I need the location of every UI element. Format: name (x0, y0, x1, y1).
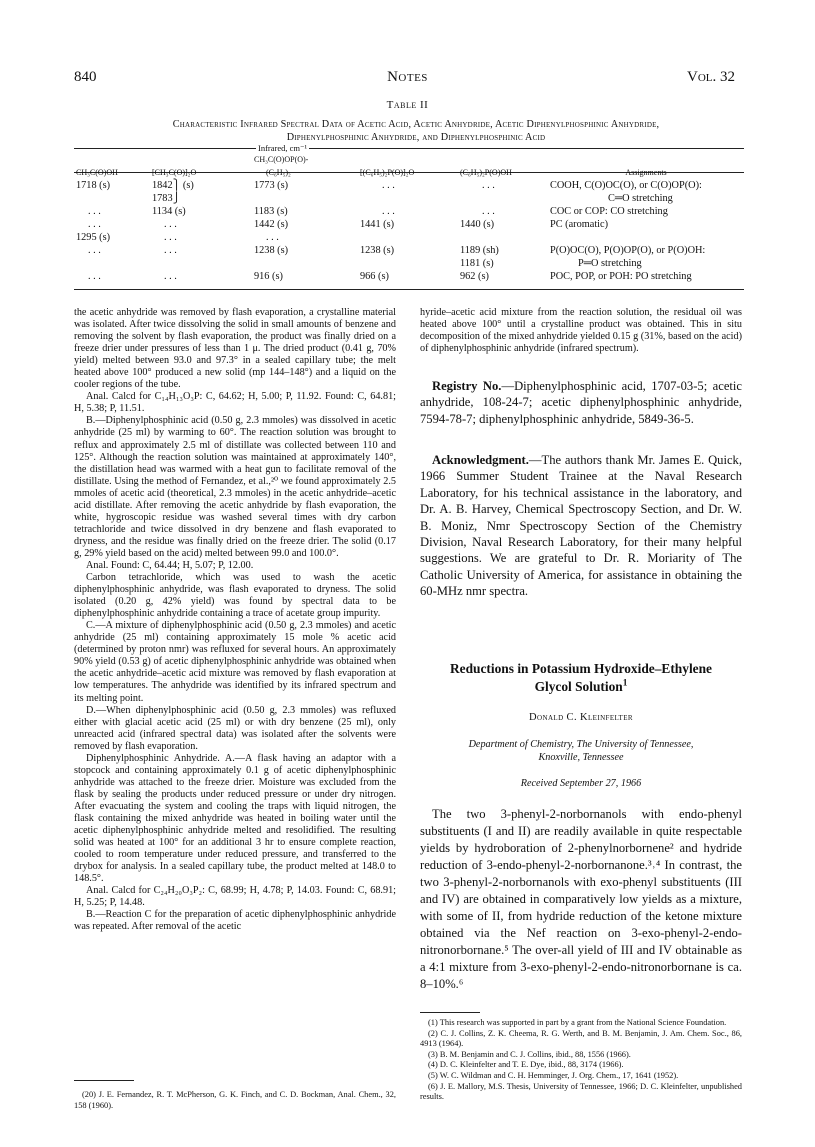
footnote: (20) J. E. Fernandez, R. T. McPherson, G. K. Finch, and C. D. Bockman, Anal. Chem., 32, 158 (1960). (74, 1090, 396, 1110)
footnote: (3) B. M. Benjamin and C. J. Collins, ibid., 88, 1556 (1966). (428, 1049, 631, 1059)
table-cell: . . . (88, 245, 101, 256)
table-head-row (74, 153, 744, 166)
table-cell: . . . (382, 206, 395, 217)
received-date: Received September 27, 1966 (520, 778, 642, 789)
table-top-rule (74, 148, 744, 149)
col-head-4: [(C₆H₅)₂P(O)]₂O (360, 168, 415, 177)
table-cell: 962 (s) (460, 271, 489, 282)
paragraph: Carbon tetrachloride, which was used to wash the acetic diphenylphosphinic anhydride, was flash evaporated to dryness. The solid isolated (0.20 g, 42% yield) was found by spectral data to be diphenylphosphinic anhydride containing a trace of acetate group impurity. (74, 572, 396, 620)
table-cell: 1441 (s) (360, 219, 395, 230)
table-cell: 1440 (s) (460, 219, 495, 230)
footnote-rule (420, 1012, 480, 1013)
table-cell (458, 192, 548, 205)
table-row (74, 218, 744, 231)
table-cell: . . . (482, 180, 495, 191)
table-cell (252, 192, 358, 205)
table-caption-line2: Diphenylphosphinic Anhydride, and Diphenylphosphinic Acid (286, 132, 546, 143)
ack-heading: Acknowledgment. (432, 453, 529, 467)
table-spanner: Infrared, cm⁻¹ (258, 143, 308, 153)
table-cell: 1189 (sh) (460, 245, 499, 256)
footnote-rule (74, 1080, 134, 1081)
table-cell (358, 257, 458, 270)
acknowledgment-block (420, 452, 742, 600)
table-cell: . . . (164, 245, 177, 256)
right-column (420, 307, 742, 355)
table-row (74, 257, 744, 270)
paragraph: Anal. Calcd for C₂₄H₂₀O₃P₂: C, 68.99; H, 4.78; P, 14.03. Found: C, 68.91; H, 5.25; P, 14.48. (74, 885, 396, 909)
table-cell: 1295 (s) (76, 232, 111, 243)
paragraph: B.—Reaction C for the preparation of acetic diphenylphosphinic anhydride was repeated. After removal of the acetic (74, 909, 396, 933)
table-cell: 916 (s) (254, 271, 283, 282)
table-cell: 1442 (s) (254, 219, 289, 230)
table-cell: COC or COP: CO stretching (550, 206, 668, 217)
table-cell (252, 257, 358, 270)
page-number: 840 (74, 69, 97, 85)
table-cell: COOH, C(O)OC(O), or C(O)OP(O): (550, 180, 702, 191)
col-head-6: Assignments (625, 168, 667, 177)
paragraph: The two 3-phenyl-2-norbornanols with endo-phenyl substituents (I and II) are readily available in quite respectable yields by hydroboration of 2-phenylnorbornene² and hydride reduction of 3-endo-phenyl-2-norbornanone.³˒⁴ In contrast, the two 3-phenyl-2-norbornanols with exo-phenyl substituents (III and IV) are obtained in comparatively low yields as a mixture, with some of II, from hydride reduction of the ketone mixture obtained via the Nef reaction on 3-exo-phenyl-2-endo-nitronorbornane.⁵ The over-all yield of III and IV obtainable as a 4:1 mixture from 3-exo-phenyl-2-endo-nitronorbornane is ca. 8–10%.⁶ (420, 807, 742, 991)
table-cell: . . . (88, 219, 101, 230)
article-title (420, 660, 742, 696)
author: Donald C. Kleinfelter (529, 712, 633, 723)
table-cell (358, 231, 458, 244)
paragraph: the acetic anhydride was removed by flash evaporation, a crystalline material was isolated. After twice dissolving the solid in small amounts of benzene and removing the solvent by flash evaporation, the product was finally dried on a freeze drier under pressures of less than 1 μ. The dried product (0.41 g, 70% yield) melted between 93.0 and 97.3° in a sealed capillary tube; the melt heated above 100° produced a new solid (mp 144–148°) and a liquid on the cooler regions of the tube. (74, 307, 396, 391)
table-row (74, 244, 744, 257)
table-cell: . . . (482, 206, 495, 217)
volume-label: Vol. 32 (687, 69, 735, 85)
table-cell (74, 257, 150, 270)
table-head-row (74, 166, 744, 179)
table-row (74, 231, 744, 244)
ir-table (74, 153, 744, 283)
table-cell: . . . (164, 219, 177, 230)
article-title-line1: Reductions in Potassium Hydroxide–Ethylene (449, 661, 712, 676)
table-cell: 1183 (s) (254, 206, 288, 217)
paragraph: Anal. Found: C, 64.44; H, 5.07; P, 12.00. (86, 559, 254, 571)
table-cell: 1134 (s) (152, 206, 186, 217)
table-cell: 1238 (s) (254, 245, 289, 256)
paragraph: D.—When diphenylphosphinic acid (0.50 g, 2.3 mmoles) was refluxed either with glacial acetic acid (25 ml) or with dry benzene (25 ml), only unreacted acid (infrared spectral data) was isolated after the solvents were removed by flash evaporation. (74, 704, 396, 752)
affiliation (420, 738, 742, 764)
footnote: (1) This research was supported in part by a grant from the National Science Foundation. (428, 1018, 727, 1027)
table-cell: . . . (382, 180, 395, 191)
affiliation-line1: Department of Chemistry, The University of Tennessee, (468, 739, 694, 750)
col-head-1: CH₃C(O)OH (76, 168, 118, 177)
paragraph: Anal. Calcd for C₁₄H₁₃O₃P: C, 64.62; H, 5.00; P, 11.92. Found: C, 64.81; H, 5.38; P, 11.51. (74, 391, 396, 415)
col-head-3b: (C₆H₅)₂ (266, 168, 291, 177)
table-caption (96, 118, 736, 144)
registry-block (420, 378, 742, 427)
table-row (74, 179, 744, 192)
col-head-2: [CH₃C(O)]₂O (152, 168, 197, 177)
footnote: (6) J. E. Mallory, M.S. Thesis, University of Tennessee, 1966; D. C. Kleinfelter, unpublished results. (420, 1081, 742, 1102)
table-cell: P═O stretching (578, 258, 642, 269)
table-row (74, 192, 744, 205)
paragraph: Diphenylphosphinic Anhydride. A.—A flask having an adaptor with a stopcock and containing approximately 0.1 g of acetic diphenylphosphinic anhydride was attached to the freeze drier. Moisture was excluded from the flask by sealing the products under reduced pressure or under dry nitrogen. After evacuating the system and cooling the traps with liquid nitrogen, the flask containing the mixed anhydride was heated in boiling water until the acetic diphenylphosphinic anhydride melted and resolidified. The resulting solid was heated at 100° for an additional 3 hr to ensure complete reaction, cooled to room temperature under reduced pressure, and transferred to the drybox for analysis. In a sealed capillary tube, the product melted at 148.0 to 148.5°. (74, 752, 396, 885)
registry-text: —Diphenylphosphinic acid, 1707-03-5; acetic anhydride, 108-24-7; acetic diphenylphosphinic anhydride, 7594-78-7; diphenylphosphinic anhydride, 5849-36-5. (420, 379, 743, 426)
table-cell: . . . (266, 232, 279, 243)
left-column (74, 307, 396, 933)
table-cell: . . . (88, 271, 101, 282)
right-footnotes (420, 1018, 742, 1103)
table-cell: . . . (164, 271, 177, 282)
article-body (420, 806, 742, 993)
table-label: Table II (386, 99, 429, 111)
table-cell (74, 192, 150, 205)
table-cell (358, 192, 458, 205)
table-cell: 1718 (s) (76, 180, 111, 191)
footnote: (2) C. J. Collins, Z. K. Cheema, R. G. Werth, and B. M. Benjamin, J. Am. Chem. Soc., 86, 4913 (1964). (420, 1028, 742, 1049)
footnote: (4) D. C. Kleinfelter and T. E. Dye, ibid., 88, 3174 (1966). (428, 1060, 624, 1070)
footnote: (5) W. C. Wildman and C. H. Hemminger, J. Org. Chem., 17, 1641 (1952). (428, 1070, 679, 1080)
left-footnotes (74, 1090, 396, 1111)
table-cell: PC (aromatic) (550, 219, 609, 230)
paragraph: B.—Diphenylphosphinic acid (0.50 g, 2.3 mmoles) was dissolved in acetic anhydride (25 ml) by warming to 60°. The reaction solution was brought to reflux and approximately 2.5 ml of distillate was collected between 110 and 125°. Although the reaction solution was maintained at approximately 140°, the distillation head was warmed with a heat gun to facilitate removal of the distillate. Using the method of Fernandez, et al.,²⁰ we found approximately 2.5 mmoles of acetic acid (theoretical, 2.3 mmoles) in the acetic anhydride–acetic acid distillate. After removing the acetic anhydride by flash evaporation, the white, hygroscopic residue was washed several times with dry carbon tetrachloride and twice dissolved in dry benzene and flash evaporated to dryness, and the residue was finally dried on the freeze drier. The solid (0.17 g, 29% yield based on the acid) melted between 99.0 and 100.0°. (74, 415, 396, 559)
table-bottom-rule (74, 289, 744, 290)
table-cell: 1783⎭ (152, 193, 181, 204)
affiliation-line2: Knoxville, Tennessee (538, 752, 624, 763)
table-cell: 966 (s) (360, 271, 389, 282)
table-row (74, 205, 744, 218)
table-cell (458, 231, 548, 244)
paragraph: C.—A mixture of diphenylphosphinic acid (0.50 g, 2.3 mmoles) and acetic anhydride (25 ml) containing approximately 15 mole % acetic acid (determined by proton nmr) was refluxed for several hours. An approximately 90% yield (0.53 g) of acetic diphenylphosphinic anhydride was obtained when the acetic anhydride–acetic acid mixture was removed by flash evaporation at low temperatures. The anhydride was identified by its infrared spectrum and its melting point. (74, 620, 396, 704)
col-head-3: CH₃C(O)OP(O)- (254, 155, 309, 164)
table-cell: P(O)OC(O), P(O)OP(O), or P(O)OH: (550, 245, 706, 256)
table-cell: . . . (164, 232, 177, 243)
table-cell: 1181 (s) (460, 258, 494, 269)
table-cell: . . . (88, 206, 101, 217)
table-cell: 1842⎫ (s) (152, 180, 194, 191)
paragraph: hyride–acetic acid mixture from the reaction solution, the residual oil was heated above 100° until a crystalline product was obtained. This in situ decomposition of the mixed anhydride yielded 0.15 g (31%, based on the acid) of diphenylphosphinic anhydride (infrared spectrum). (420, 307, 742, 355)
col-head-5: (C₆H₅)₂P(O)OH (460, 168, 512, 177)
running-title: Notes (387, 69, 428, 85)
table-cell: 1238 (s) (360, 245, 395, 256)
registry-heading: Registry No. (432, 379, 502, 393)
table-row (74, 270, 744, 283)
ack-text: —The authors thank Mr. James E. Quick, 1966 Summer Student Trainee at the Naval Research Laboratory, for his technical assistance in the laboratory, and Dr. A. B. Harvey, Chemical Spectroscopy Section, and Dr. W. B. Moniz, Nmr Spectroscopy Section of the Chemistry Division, Naval Research Laboratory, for their many helpful suggestions. We are grateful to Dr. R. Moriarity of The Catholic University of America, for assistance in obtaining the 60-MHz nmr spectra. (420, 453, 742, 599)
table-caption-line1: Characteristic Infrared Spectral Data of Acetic Acid, Acetic Anhydride, Acetic Diphenylphosphinic Anhydride, (172, 119, 660, 130)
article-title-line2: Glycol Solution (534, 679, 623, 694)
table-cell (150, 257, 252, 270)
table-cell: C═O stretching (608, 193, 673, 204)
table-cell: POC, POP, or POH: PO stretching (550, 271, 692, 282)
table-cell: 1773 (s) (254, 180, 289, 191)
table-cell (548, 231, 744, 244)
article-title-footnote-mark: 1 (622, 678, 628, 689)
